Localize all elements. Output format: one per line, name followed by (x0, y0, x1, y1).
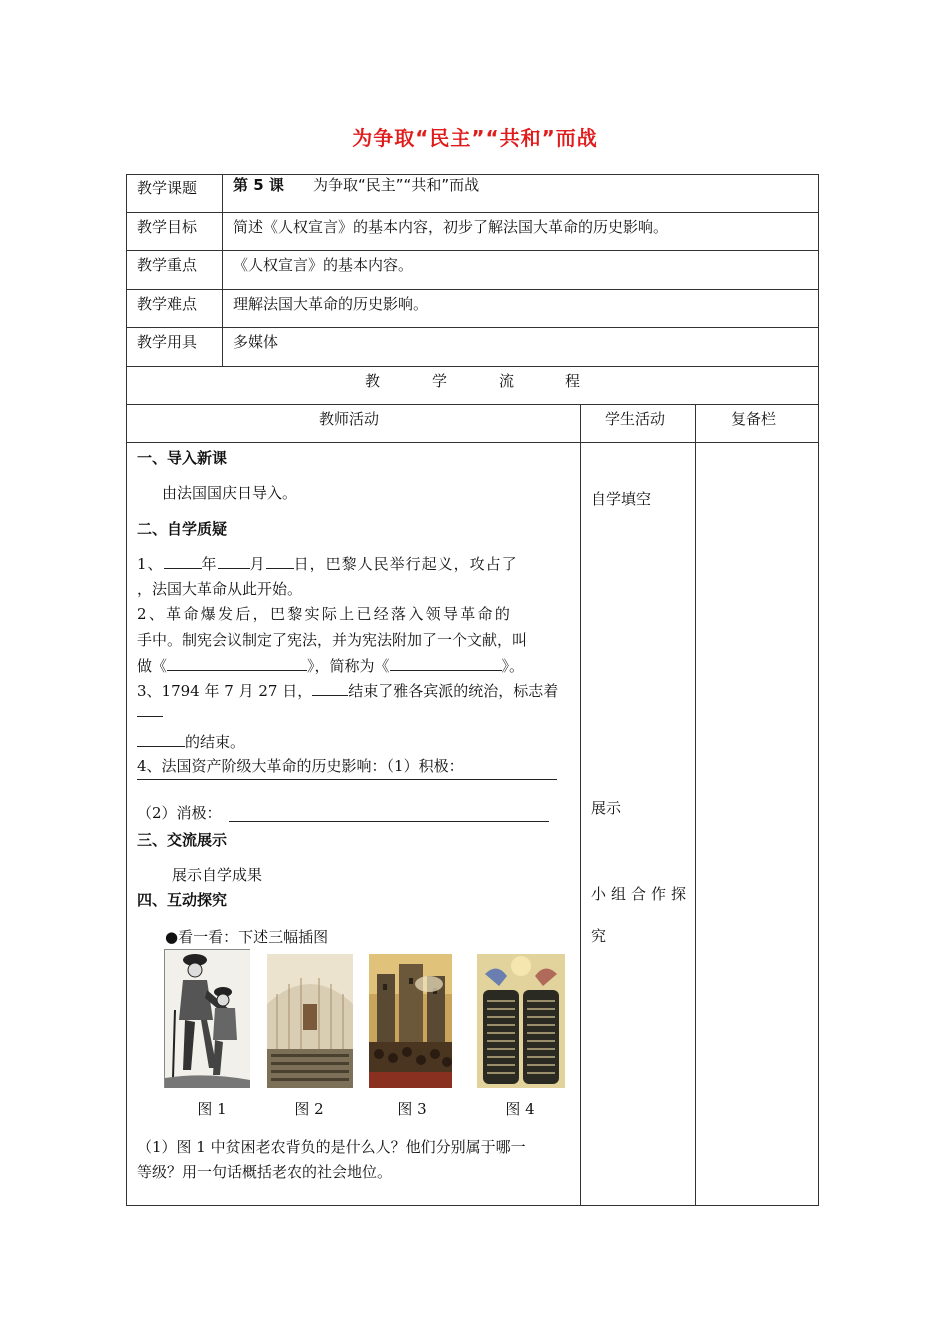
question-1: 1、 年 月 日，巴黎人民举行起义，攻占了 (137, 555, 518, 573)
intro-text: 由法国国庆日导入。 (162, 484, 298, 502)
exchange-text: 展示自学成果 (172, 866, 263, 884)
lesson-key-point: 《人权宣言》的基本内容。 (233, 256, 414, 274)
figure-3-bastille (369, 954, 452, 1088)
caption-figure-2: 图 2 (294, 1100, 324, 1118)
question-figure-1: （1）图 1 中贫困老农背负的是什么人？他们分别属于哪一 (137, 1138, 526, 1156)
bastille-image-icon (369, 954, 452, 1088)
student-show: 展示 (591, 799, 622, 817)
caption-figure-4: 图 4 (505, 1100, 535, 1118)
flow-header-3: 流 (499, 372, 515, 390)
question-2-blanks: 做《 》，简称为《 》。 (137, 657, 525, 675)
question-1-cont: ，法国大革命从此开始。 (137, 580, 303, 598)
label-difficulty: 教学难点 (137, 295, 198, 313)
figure-2-assembly (267, 954, 353, 1088)
page-title: 为争取“民主”“共和”而战 (352, 126, 598, 150)
label-topic: 教学课题 (137, 179, 198, 197)
student-self-fill: 自学填空 (591, 490, 652, 508)
question-2-cont: 手中。制宪会议制定了宪法，并为宪法附加了一个文献，叫 (137, 631, 528, 649)
lesson-plan-table (126, 174, 819, 1206)
lesson-difficulty: 理解法国大革命的历史影响。 (233, 295, 429, 313)
student-group-work: 小组合作探 (591, 885, 692, 903)
question-3: 3、1794 年 7 月 27 日， 结束了雅各宾派的统治，标志着 (137, 682, 559, 700)
question-figure-1-cont: 等级？用一句话概括老农的社会地位。 (137, 1163, 393, 1181)
question-2: 2、革命爆发后，巴黎实际上已经落入领导革命的 (137, 605, 513, 623)
flow-header-4: 程 (565, 372, 581, 390)
lesson-topic: 为争取“民主”“共和”而战 (313, 176, 480, 194)
label-key-point: 教学重点 (137, 256, 198, 274)
section-intro: 一、导入新课 (137, 449, 228, 467)
question-4-negative: （2）消极： (137, 804, 222, 822)
figure-4-declaration (477, 954, 565, 1088)
col-student: 学生活动 (605, 410, 666, 428)
cartoon-image-icon (165, 950, 250, 1088)
question-4: 4、法国资产阶级大革命的历史影响：（1）积极： (137, 757, 464, 775)
question-3-cont: 的结束。 (137, 731, 245, 752)
col-teacher: 教师活动 (319, 410, 380, 428)
figure-1-cartoon (164, 949, 250, 1088)
caption-figure-1: 图 1 (197, 1100, 227, 1118)
label-goal: 教学目标 (137, 218, 198, 236)
section-exchange: 三、交流展示 (137, 831, 228, 849)
col-review: 复备栏 (731, 410, 777, 428)
label-tools: 教学用具 (137, 333, 198, 351)
flow-header-2: 学 (432, 372, 448, 390)
section-explore: 四、互动探究 (137, 891, 228, 909)
assembly-hall-image-icon (267, 954, 353, 1088)
caption-figure-3: 图 3 (397, 1100, 427, 1118)
section-self-study: 二、自学质疑 (137, 520, 228, 538)
lesson-number: 第 5 课 (233, 176, 284, 194)
student-group-work-cont: 究 (591, 927, 607, 945)
lesson-goal: 简述《人权宣言》的基本内容，初步了解法国大革命的历史影响。 (233, 218, 669, 236)
lesson-tools: 多媒体 (233, 333, 279, 351)
declaration-tablet-image-icon (477, 954, 565, 1088)
flow-header-1: 教 (365, 372, 381, 390)
look-text: ●看一看：下述三幅插图 (165, 928, 329, 946)
